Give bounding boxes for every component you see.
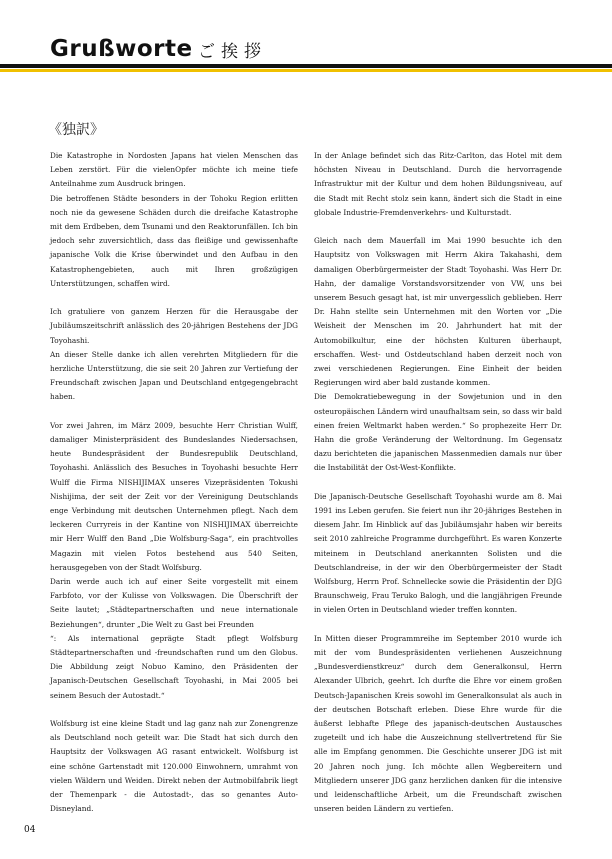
paragraph: In Mitten dieser Programmreihe im September 2010 wurde ich mit der vom Bundespräsidenten verliehenen Auszeichnung „Bundesverdienstkreuz“ durch dem Generalkonsul, Herrn Alexander Ulbrich, geehrt. Ich durfte die Ehre vor einem großen Deutsch-Japanischen Kreis sowohl im Generalkonsulat als auch in der deutschen Botschaft erleben. Diese Ehre wurde für die äußerst lebhafte Pflege des japanisch-deutschen Austausches zugeteilt und ich habe die Auszeichnung stellvertretend für Sie alle im Empfang genommen. Die Geschichte unserer JDG ist mit 20 Jahren noch jung. Ich möchte allen Wegbereitern und Mitgliedern unserer JDG ganz herzlichen danken für die intensive und leidenschaftliche Arbeit, um die Freundschaft zwischen unseren beiden Ländern zu vertiefen.	[314, 633, 562, 814]
paragraph: Ich gratuliere von ganzem Herzen für die Herausgabe der Jubiläumszeitschrift anlässlich des 20-jährigen Bestehens der JDG Toyohashi.	[50, 307, 298, 345]
paragraph: An dieser Stelle danke ich allen verehrten Mitgliedern für die herzliche Unterstützung, die sie seit 20 Jahren zur Vertiefung der Freundschaft zwischen Japan und Deutschland entgegengebracht haben.	[50, 349, 298, 402]
header-rule-black	[0, 64, 612, 68]
paragraph: In der Anlage befindet sich das Ritz-Carlton, das Hotel mit dem höchsten Niveau in Deutschland. Durch die hervorragende Infrastruktur mit der Kultur und dem hohen Bildungsniveau, auf die Stadt mit Recht stolz sein kann, ändert sich die Stadt in eine globale Industrie-Fremdenverkehrs- und Kulturstadt.	[314, 151, 562, 217]
paragraph: Darin werde auch ich auf einer Seite vorgestellt mit einem Farbfoto, vor der Kulisse von Volkswagen. Die Überschrift der Seite lautet; „Städtepartnerschaften und neue internationale Beziehungen“, drunter „Die Welt zu Gast bei Freunden	[50, 577, 298, 629]
header-rule-yellow	[0, 69, 612, 72]
left-text-column	[50, 149, 298, 817]
section-heading-translation: 《独訳》	[48, 122, 104, 138]
right-text-column	[314, 149, 562, 817]
page-title: Grußworte	[50, 36, 193, 62]
paragraph: Die betroffenen Städte besonders in der Tohoku Region erlitten noch nie da gewesene Schäden durch die dreifache Katastrophe mit dem Erdbeben, dem Tsunami und den Reaktorunfällen. Ich bin jedoch sehr zuversichtlich, dass das fleißige und gewissenhafte japanische Volk die Krise überwindet und den Aufbau in den Katastrophengebieten, auch mit Ihren großzügigen Unterstützungen, schaffen wird.	[50, 193, 298, 288]
page-title-japanese: ご挨拶	[198, 42, 267, 62]
paragraph: Die Japanisch-Deutsche Gesellschaft Toyohashi wurde am 8. Mai 1991 ins Leben gerufen. Sie feiert nun ihr 20-jähriges Bestehen in diesem Jahr. Im Hinblick auf das Jubiläumsjahr haben wir bereits seit 2010 zahlreiche Programme durchgeführt. Es waren Konzerte miteinem in Deutschland anerkannten Solisten und die Deutschlandreise, in der wir den Oberbürgermeister der Stadt Wolfsburg, Herrn Prof. Schnellecke sowie die Präsidentin der DJG Braunschweig, Frau Teruko Balogh, und die langjährigen Freunde in vielen Orten in Deutschland wieder treffen konnten.	[314, 491, 562, 615]
paragraph: Vor zwei Jahren, im März 2009, besuchte Herr Christian Wulff, damaliger Ministerpräsident des Bundeslandes Niedersachsen, heute Bundespräsident der Bundesrepublik Deutschland, Toyohashi. Anlässlich des Besuches in Toyohashi besuchte Herr Wulff die Firma NISHIJIMAX unseres Vizepräsidenten Tokushi Nishijima, der seit der Zeit vor der Vereinigung Deutschlands enge Verbindung mit deutschen Unternehmen pflegt. Nach dem leckeren Curryreis in der Kantine von NISHIJIMAX überreichte mir Herr Wulff den Band „Die Wolfsburg-Saga“, ein prachtvolles Magazin mit vielen Fotos bestehend aus 540 Seiten, herausgegeben von der Stadt Wolfsburg.	[50, 420, 298, 572]
page-number: 04	[24, 825, 36, 835]
paragraph: Die Katastrophe in Nordosten Japans hat vielen Menschen das Leben zerstört. Für die vielenOpfer möchte ich meine tiefe Anteilnahme zum Ausdruck bringen.	[50, 151, 298, 189]
paragraph: “: Als international geprägte Stadt pflegt Wolfsburg Städtepartnerschaften und -freundschaften rund um den Globus. Die Abbildung zeigt Nobuo Kamino, den Präsidenten der Japanisch-Deutschen Gesellschaft Toyohashi, in Mai 2005 bei seinem Besuch der Autostadt.“	[50, 633, 298, 700]
page-header	[0, 0, 612, 80]
paragraph: Gleich nach dem Mauerfall im Mai 1990 besuchte ich den Hauptsitz von Volkswagen mit Herrn Akira Takahashi, dem damaligen Oberbürgermeister der Stadt Toyohashi. Was Herr Dr. Hahn, der damalige Vorstandsvorsitzender von VW, uns bei unserem Besuch gesagt hat, ist mir unvergesslich geblieben. Herr Dr. Hahn stellte sein Unternehmen mit den Worten vor „Die Weisheit der Menschen im 20. Jahrhundert hat mit der Automobilkultur, eine der höchsten Kulturen überhaupt, erschaffen. West- und Ostdeutschland haben derzeit noch von zwei verschiedenen Regierungen. Eine Einheit der beiden Regierungen wird aber bald zustande kommen.	[314, 236, 562, 388]
paragraph: Die Demokratiebewegung in der Sowjetunion und in den osteuropäischen Ländern wird unaufhaltsam sein, so dass wir bald einen freien Weltmarkt haben werden.“ So prophezeite Herr Dr. Hahn die große Veränderung der Weltordnung. Im Gegensatz dazu berichteten die japanischen Massenmedien damals nur über die Instabilität der Ost-West-Konflikte.	[314, 392, 562, 473]
paragraph: Wolfsburg ist eine kleine Stadt und lag ganz nah zur Zonengrenze als Deutschland noch geteilt war. Die Stadt hat sich durch den Hauptsitz der Volkswagen AG rasant entwickelt. Wolfsburg ist eine schöne Gartenstadt mit 120.000 Einwohnern, umrahmt von vielen Wäldern und Weiden. Direkt neben der Autmobilfabrik liegt der Themenpark - die Autostadt-, das so genantes Auto-Disneyland.	[50, 719, 298, 814]
